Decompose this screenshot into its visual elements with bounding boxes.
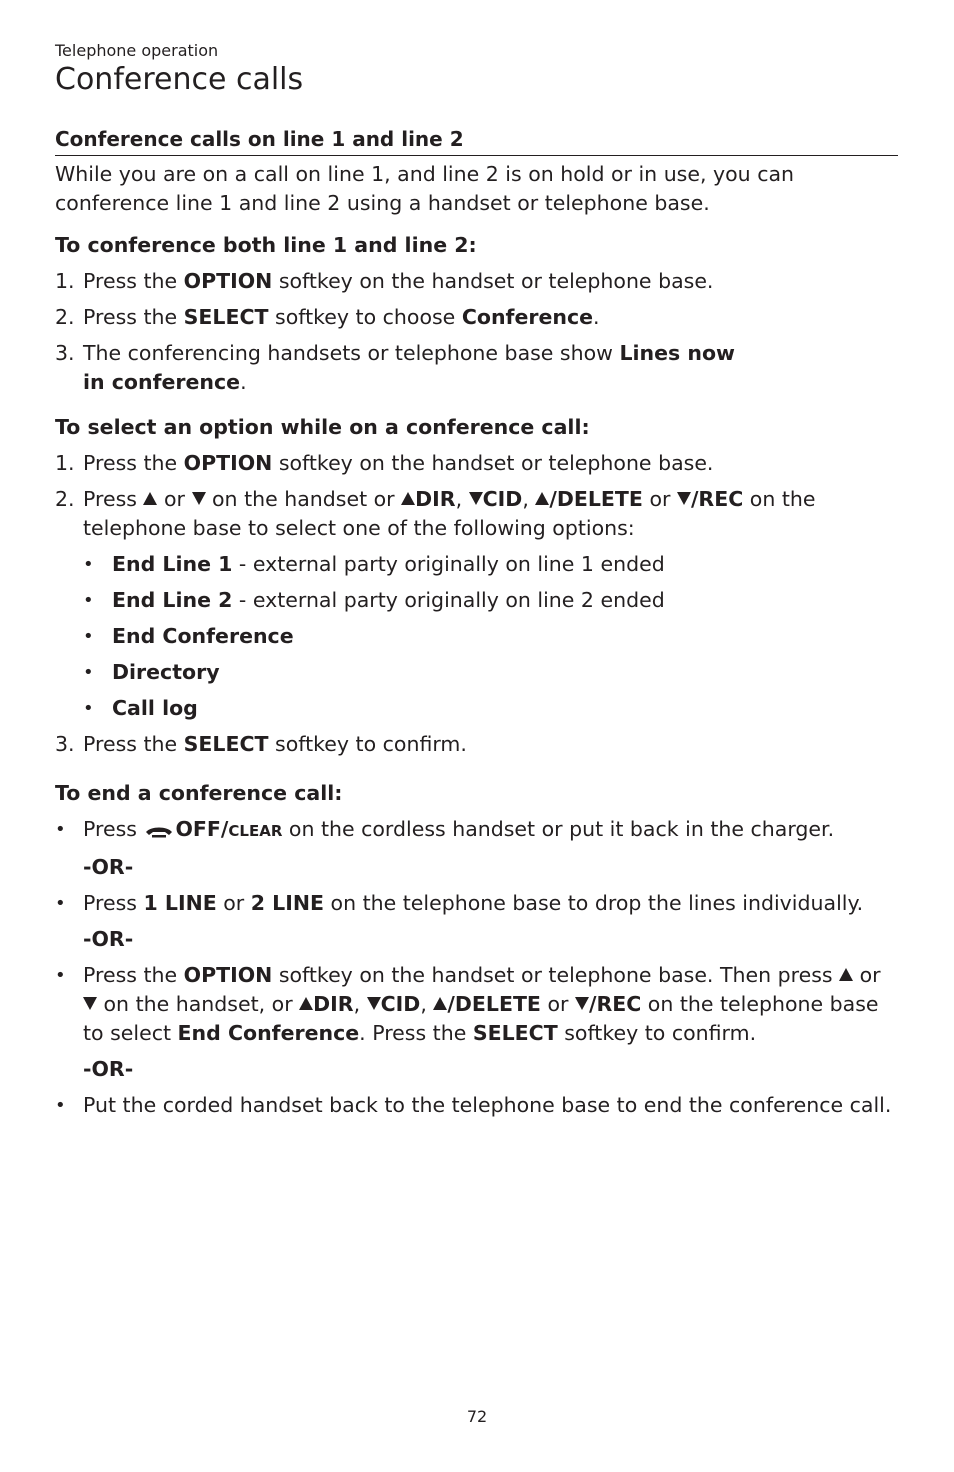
off-key: OFF/ bbox=[175, 817, 229, 841]
cid-key: CID bbox=[482, 487, 523, 511]
option-key: OPTION bbox=[183, 451, 273, 475]
select-key: SELECT bbox=[183, 305, 269, 329]
bullet-icon: • bbox=[83, 554, 94, 575]
option-item bbox=[83, 622, 898, 651]
step-number: 2. bbox=[55, 305, 75, 329]
option-item bbox=[83, 550, 898, 579]
option-name: End Line 2 bbox=[112, 588, 233, 612]
numbered-step bbox=[55, 449, 898, 478]
bullet-icon: • bbox=[55, 893, 66, 914]
option-name: End Conference bbox=[112, 624, 294, 648]
bullet-item: • Press 1 LINE or 2 LINE on the telephone base to drop the lines individually. bbox=[55, 889, 898, 918]
page-number: 72 bbox=[466, 1407, 488, 1426]
bullet-icon: • bbox=[83, 698, 94, 719]
option-name: End Line 1 bbox=[112, 552, 233, 576]
option-name: Directory bbox=[112, 660, 220, 684]
option-key: OPTION bbox=[183, 963, 273, 987]
or-separator: -OR- bbox=[83, 855, 134, 879]
numbered-step bbox=[55, 303, 898, 332]
down-arrow-icon bbox=[192, 492, 206, 505]
clear-key: CLEAR bbox=[228, 822, 283, 840]
up-arrow-icon bbox=[839, 968, 853, 981]
phone-off-icon bbox=[143, 823, 175, 839]
section-heading: Conference calls on line 1 and line 2 bbox=[55, 127, 898, 156]
dir-key: DIR bbox=[313, 992, 354, 1016]
rec-key: /REC bbox=[690, 487, 744, 511]
step-number: 2. bbox=[55, 487, 75, 511]
bullet-icon: • bbox=[83, 626, 94, 647]
numbered-step bbox=[55, 730, 898, 759]
option-item bbox=[83, 658, 898, 687]
delete-key: /DELETE bbox=[447, 992, 541, 1016]
bullet-icon: • bbox=[55, 819, 66, 840]
conference-heading: To conference both line 1 and line 2: bbox=[55, 233, 477, 257]
up-arrow-icon bbox=[143, 492, 157, 505]
numbered-step bbox=[55, 339, 898, 397]
line1-key: 1 LINE bbox=[143, 891, 217, 915]
up-arrow-icon bbox=[433, 997, 447, 1010]
screen-message: Lines now bbox=[619, 341, 735, 365]
down-arrow-icon bbox=[677, 492, 691, 505]
delete-key: /DELETE bbox=[549, 487, 643, 511]
up-arrow-icon bbox=[401, 492, 415, 505]
step-number: 3. bbox=[55, 341, 75, 365]
end-conference-option: End Conference bbox=[177, 1021, 360, 1045]
conference-option: Conference bbox=[461, 305, 594, 329]
select-key: SELECT bbox=[472, 1021, 558, 1045]
step-number: 1. bbox=[55, 269, 75, 293]
bullet-icon: • bbox=[55, 1095, 66, 1116]
down-arrow-icon bbox=[469, 492, 483, 505]
step-text: Press the SELECT softkey to choose Conference. bbox=[83, 305, 600, 329]
option-item bbox=[83, 586, 898, 615]
cid-key: CID bbox=[380, 992, 421, 1016]
rec-key: /REC bbox=[588, 992, 642, 1016]
bullet-item: • Press the OPTION softkey on the handset or telephone base. Then press or on the handset, or DIR, CID, /DELETE or /REC on the telephone base to select End Conference. Press the SELECT softkey to confirm. bbox=[55, 961, 898, 1048]
option-name: Call log bbox=[112, 696, 198, 720]
bullet-item: • Put the corded handset back to the telephone base to end the conference call. bbox=[55, 1091, 898, 1120]
or-separator: -OR- bbox=[83, 1057, 134, 1081]
step-text: Press the OPTION softkey on the handset or telephone base. bbox=[83, 269, 714, 293]
end-conference-heading: To end a conference call: bbox=[55, 781, 343, 805]
select-option-heading: To select an option while on a conference call: bbox=[55, 415, 590, 439]
line2-key: 2 LINE bbox=[250, 891, 325, 915]
screen-message-cont: in conference bbox=[83, 370, 241, 394]
intro-paragraph: While you are on a call on line 1, and line 2 is on hold or in use, you can conference line 1 and line 2 using a handset or telephone base. bbox=[55, 162, 795, 215]
bullet-icon: • bbox=[83, 590, 94, 611]
option-desc: - external party originally on line 2 ended bbox=[232, 588, 665, 612]
step-text: The conferencing handsets or telephone base show Lines now in conference. bbox=[83, 341, 735, 394]
step-text: Press or on the handset or DIR, CID, /DELETE or /REC on the telephone base to select one of the following options: bbox=[83, 487, 816, 540]
numbered-step bbox=[55, 267, 898, 296]
step-text: Press the OPTION softkey on the handset or telephone base. bbox=[83, 451, 714, 475]
dir-key: DIR bbox=[415, 487, 456, 511]
bullet-icon: • bbox=[55, 965, 66, 986]
step-text: Press the SELECT softkey to confirm. bbox=[83, 732, 467, 756]
up-arrow-icon bbox=[535, 492, 549, 505]
section-label: Telephone operation bbox=[55, 41, 219, 60]
numbered-step bbox=[55, 485, 898, 543]
step-number: 3. bbox=[55, 732, 75, 756]
bullet-icon: • bbox=[83, 662, 94, 683]
option-key: OPTION bbox=[183, 269, 273, 293]
page-title: Conference calls bbox=[55, 62, 304, 97]
up-arrow-icon bbox=[299, 997, 313, 1010]
select-key: SELECT bbox=[183, 732, 269, 756]
content bbox=[55, 160, 898, 1120]
down-arrow-icon bbox=[83, 997, 97, 1010]
bullet-item: • Press OFF/CLEAR on the cordless handset or put it back in the charger. bbox=[55, 815, 898, 846]
step-number: 1. bbox=[55, 451, 75, 475]
down-arrow-icon bbox=[575, 997, 589, 1010]
down-arrow-icon bbox=[367, 997, 381, 1010]
option-item bbox=[83, 694, 898, 723]
or-separator: -OR- bbox=[83, 927, 134, 951]
option-desc: - external party originally on line 1 ended bbox=[232, 552, 665, 576]
